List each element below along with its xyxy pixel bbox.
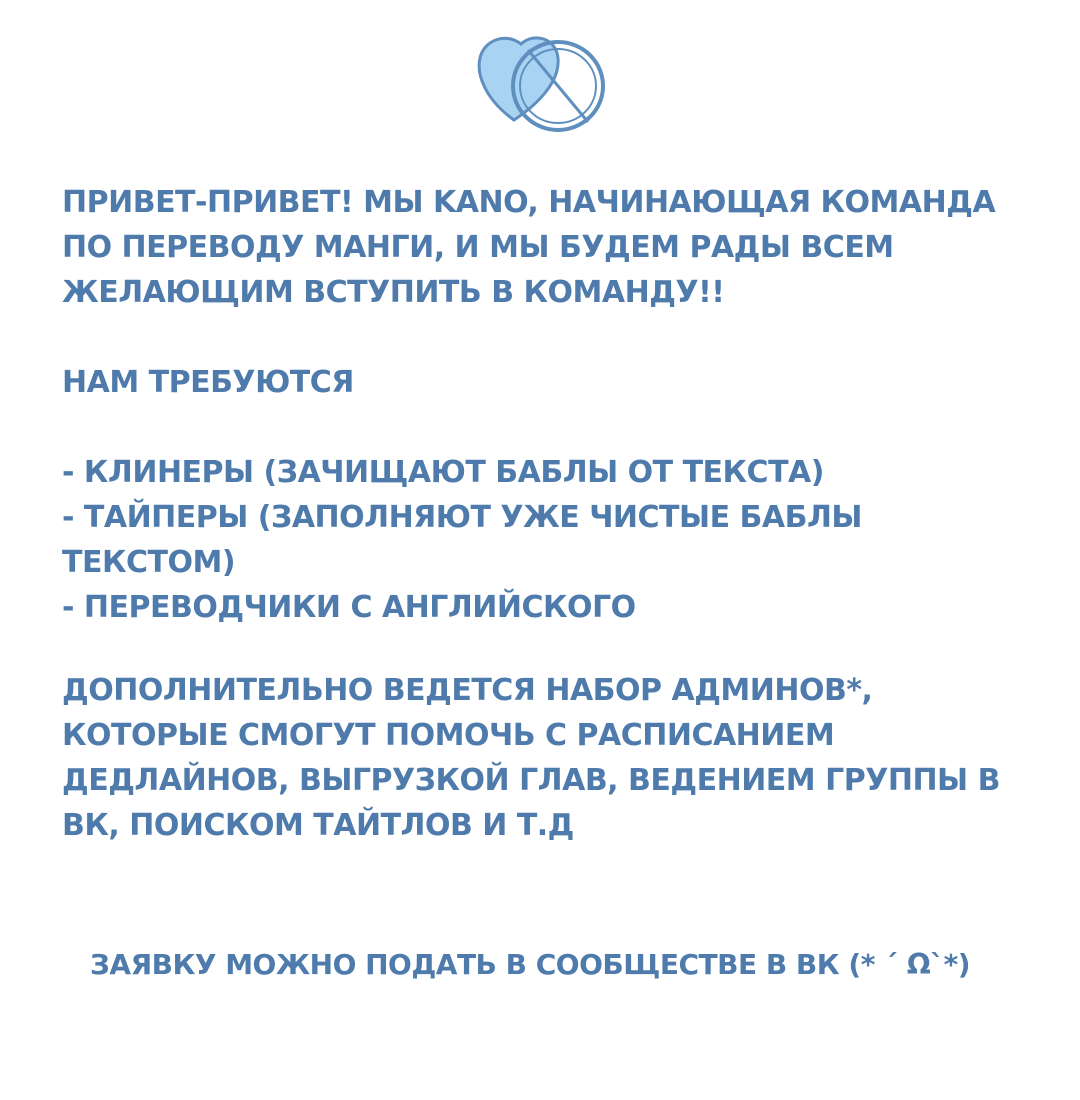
list-item: - ПЕРЕВОДЧИКИ С АНГЛИЙСКОГО — [62, 590, 636, 625]
intro-paragraph — [62, 180, 1022, 315]
admins-line: КОТОРЫЕ СМОГУТ ПОМОЧЬ С РАСПИСАНИЕМ — [62, 718, 835, 753]
intro-line: ПРИВЕТ-ПРИВЕТ! МЫ KANO, НАЧИНАЮЩАЯ КОМАНДА — [62, 185, 996, 220]
list-item: ТЕКСТОМ) — [62, 545, 236, 580]
intro-line: ПО ПЕРЕВОДУ МАНГИ, И МЫ БУДЕМ РАДЫ ВСЕМ — [62, 230, 894, 265]
admins-paragraph — [62, 668, 1022, 848]
needs-heading — [62, 360, 1022, 405]
apply-note: ЗАЯВКУ МОЖНО ПОДАТЬ В СООБЩЕСТВЕ В ВК (* ´ Ω`*) — [90, 948, 971, 981]
list-item: - КЛИНЕРЫ (ЗАЧИЩАЮТ БАБЛЫ ОТ ТЕКСТА) — [62, 455, 824, 490]
admins-line: ВК, ПОИСКОМ ТАЙТЛОВ И Т.Д — [62, 808, 574, 843]
list-item: - ТАЙПЕРЫ (ЗАПОЛНЯЮТ УЖЕ ЧИСТЫЕ БАБЛЫ — [62, 500, 862, 535]
needs-list — [62, 450, 1022, 630]
intro-line: ЖЕЛАЮЩИМ ВСТУПИТЬ В КОМАНДУ!! — [62, 275, 725, 310]
heart-circle-logo-icon — [466, 20, 616, 140]
admins-line: ДОПОЛНИТЕЛЬНО ВЕДЕТСЯ НАБОР АДМИНОВ*, — [62, 673, 873, 708]
needs-title: НАМ ТРЕБУЮТСЯ — [62, 365, 354, 400]
admins-line: ДЕДЛАЙНОВ, ВЫГРУЗКОЙ ГЛАВ, ВЕДЕНИЕМ ГРУППЫ В — [62, 763, 1000, 798]
